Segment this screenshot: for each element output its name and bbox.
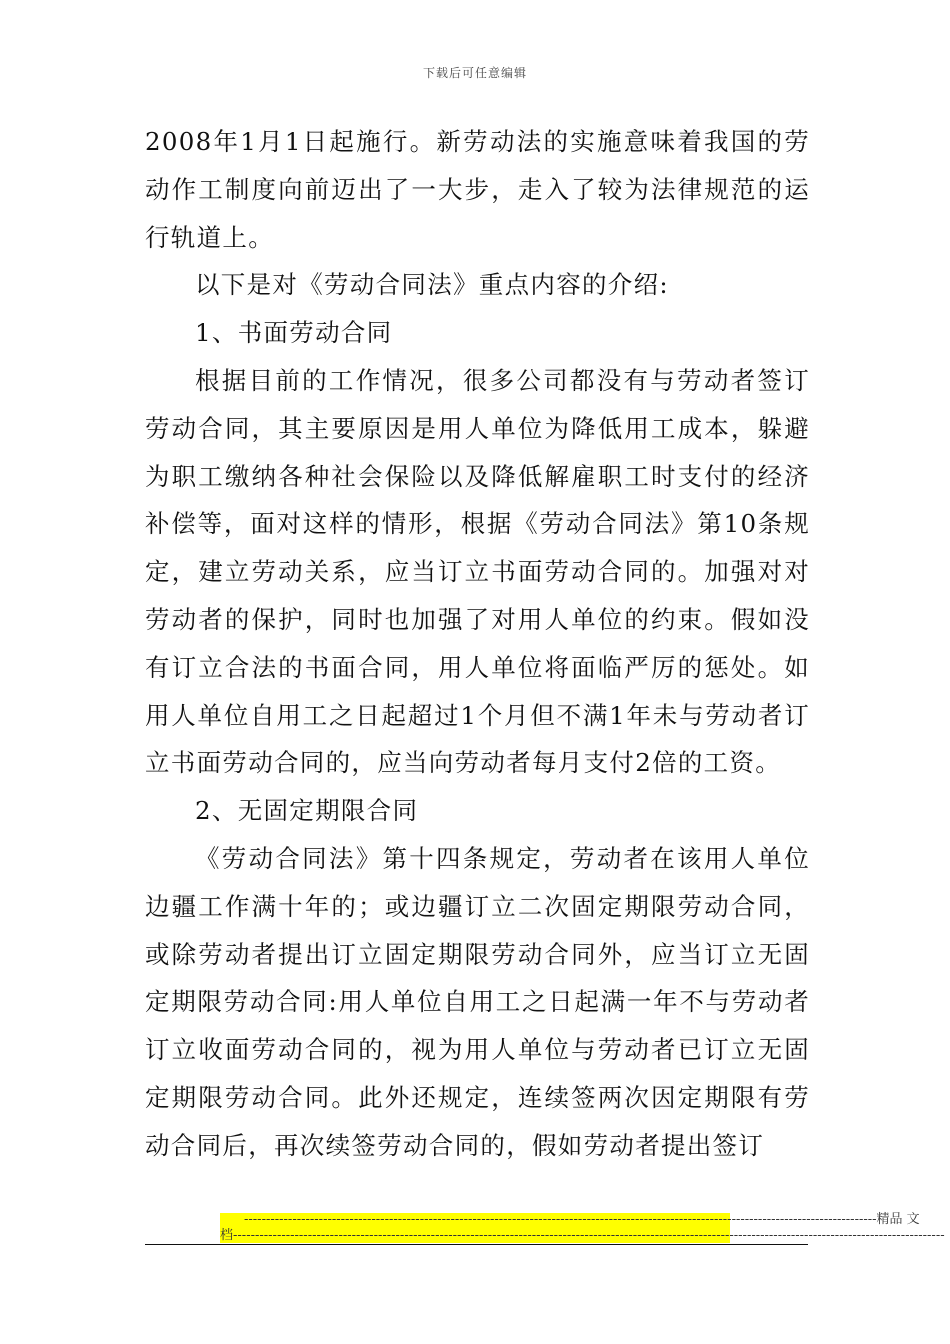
paragraph-lead-in: 以下是对《劳动合同法》重点内容的介绍: (195, 270, 669, 300)
paragraph-written-contract: 根据目前的工作情况，很多公司都没有与劳动者签订劳动合同，其主要原因是用人单位为降低用工成本，躲避为职工缴纳各种社会保险以及降低解雇职工时支付的经济补偿等，面对这样的情形，根据《劳动合同法》第10条规定，建立劳动关系，应当订立书面劳动合同的。加强对对劳动者的保护，同时也加强了对用人单位的约束。假如没有订立合法的书面合同，用人单位将面临严厉的惩处。如用人单位自用工之日起超过1个月但不满1年未与劳动者订立书面劳动合同的，应当向劳动者每月支付2倍的工资。 (145, 365, 810, 778)
footer-label-2: 档 (220, 1228, 234, 1243)
paragraph-open-ended-contract: 《劳动合同法》第十四条规定，劳动者在该用人单位边疆工作满十年的；或边疆订立二次固定期限劳动合同，或除劳动者提出订立固定期限劳动合同外，应当订立无固定期限劳动合同:用人单位自用工之日起满一年不与劳动者订立收面劳动合同的，视为用人单位与劳动者已订立无固定期限劳动合同。此外还规定，连续签两次因定期限有劳动合同后，再次续签劳动合同的，假如劳动者提出签订 (145, 843, 810, 1160)
section-heading-open-ended-contract: 2、无固定期限合同 (195, 796, 419, 826)
page-header: 下载后可任意编辑 (422, 66, 527, 80)
footer-watermark-line-2 (220, 1228, 945, 1243)
paragraph-intro: 2008年1月1日起施行。新劳动法的实施意味着我国的劳动作工制度向前迈出了一大步，走入了较为法律规范的运行轨道上。 (145, 127, 810, 252)
document-body (145, 118, 810, 1170)
footer-dashes: ------------------------------------------------------------------------------------------------------------------------------------------------ (244, 1212, 877, 1227)
footer-label-1: 精品 文 (876, 1212, 920, 1227)
footer-watermark-line-1 (244, 1212, 920, 1227)
footer-dashes: ------------------------------------------------------------------------------------------------------------------------------------------------------------------ (233, 1228, 945, 1243)
footer-rule (145, 1244, 808, 1245)
section-heading-written-contract: 1、书面劳动合同 (195, 318, 393, 348)
